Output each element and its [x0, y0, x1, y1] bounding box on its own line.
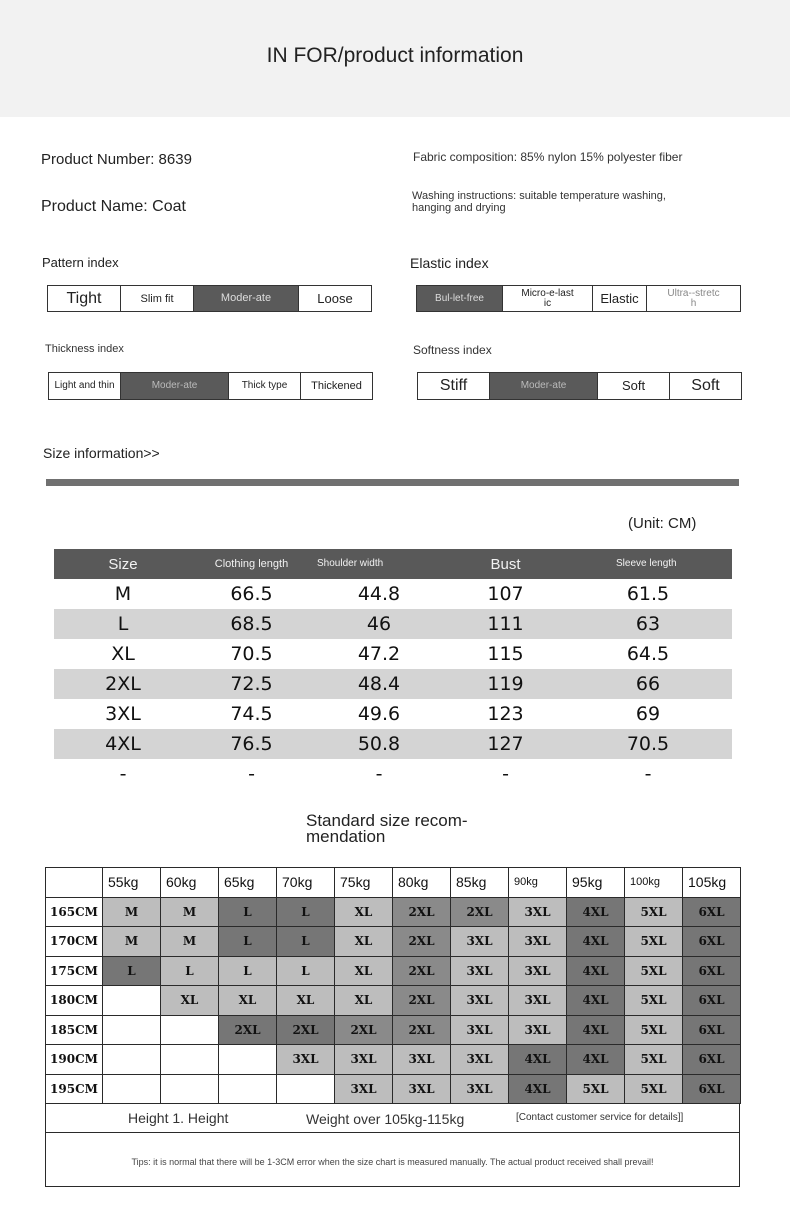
size-cell: 3XL — [105, 703, 141, 725]
recommendation-title-line2: mendation — [306, 827, 386, 846]
size-recommendation-cell: 3XL — [451, 927, 509, 957]
size-recommendation-cell: 4XL — [509, 1074, 567, 1104]
size-recommendation-cell — [103, 1015, 161, 1045]
size-recommendation-cell: 3XL — [393, 1045, 451, 1075]
size-recommendation-cell: XL — [219, 986, 277, 1016]
size-cell: 68.5 — [192, 609, 311, 639]
size-recommendation-cell: 6XL — [683, 1015, 741, 1045]
size-recommendation-cell — [161, 1015, 219, 1045]
size-recommendation-grid — [45, 867, 741, 1104]
height-header: 195CM — [46, 1074, 103, 1104]
size-recommendation-cell — [103, 1074, 161, 1104]
size-recommendation-cell: 5XL — [625, 1045, 683, 1075]
size-table-header — [54, 549, 732, 579]
thickness-option-thickened: Thickened — [311, 380, 362, 392]
size-recommendation-cell: L — [103, 956, 161, 986]
size-recommendation-cell: 6XL — [683, 956, 741, 986]
thickness-index-label: Thickness index — [45, 343, 124, 355]
height-row — [46, 956, 741, 986]
elastic-option-bullet-free: Bul-let-free — [417, 286, 503, 311]
size-recommendation-cell: 3XL — [451, 956, 509, 986]
size-recommendation-cell: 3XL — [509, 986, 567, 1016]
size-cell: L — [54, 609, 192, 639]
softness-option-soft: Soft — [598, 373, 670, 399]
size-recommendation-cell: 2XL — [451, 897, 509, 927]
weight-header: 95kg — [567, 868, 625, 898]
size-cell: 61.5 — [626, 583, 670, 605]
footer-divider — [45, 1132, 740, 1133]
pattern-option-moderate: Moder-ate — [194, 286, 299, 311]
weight-header: 75kg — [335, 868, 393, 898]
height-row — [46, 1015, 741, 1045]
size-cell: 44.8 — [357, 583, 401, 605]
size-cell: 69 — [635, 703, 661, 725]
size-recommendation-cell: 5XL — [625, 897, 683, 927]
size-recommendation-cell: M — [103, 897, 161, 927]
weight-header: 90kg — [509, 868, 567, 898]
height-header: 190CM — [46, 1045, 103, 1075]
grid-corner — [46, 868, 103, 898]
section-divider — [46, 479, 739, 486]
softness-option-soft-2: Soft — [691, 377, 720, 394]
size-recommendation-cell: L — [277, 897, 335, 927]
pattern-index-scale — [47, 285, 372, 312]
weight-header: 60kg — [161, 868, 219, 898]
size-row — [54, 639, 732, 669]
height-row — [46, 927, 741, 957]
size-recommendation-cell: 3XL — [509, 1015, 567, 1045]
size-row — [54, 729, 732, 759]
size-recommendation-cell: 2XL — [335, 1015, 393, 1045]
weight-header: 100kg — [625, 868, 683, 898]
size-recommendation-cell: XL — [161, 986, 219, 1016]
weight-header: 70kg — [277, 868, 335, 898]
size-recommendation-cell: 5XL — [625, 927, 683, 957]
size-recommendation-cell: L — [219, 956, 277, 986]
size-cell: 46 — [311, 609, 447, 639]
size-cell: - — [375, 763, 383, 785]
size-cell: 48.4 — [311, 669, 447, 699]
size-recommendation-cell: XL — [335, 897, 393, 927]
size-recommendation-cell: 3XL — [451, 1015, 509, 1045]
size-recommendation-cell: XL — [277, 986, 335, 1016]
size-cell: 115 — [487, 643, 524, 665]
product-name: Product Name: Coat — [41, 198, 186, 215]
weight-header-row — [46, 868, 741, 898]
size-recommendation-cell: 2XL — [393, 927, 451, 957]
thickness-option-moderate: Moder-ate — [121, 373, 229, 399]
size-recommendation-cell: 3XL — [277, 1045, 335, 1075]
size-recommendation-cell: 6XL — [683, 897, 741, 927]
size-recommendation-cell: 2XL — [277, 1015, 335, 1045]
size-cell: 49.6 — [357, 703, 401, 725]
size-cell: 74.5 — [230, 703, 273, 725]
size-cell: 66 — [564, 669, 732, 699]
size-recommendation-cell: 4XL — [567, 1045, 625, 1075]
pattern-option-tight: Tight — [48, 286, 121, 311]
pattern-option-slim-fit: Slim fit — [121, 286, 194, 311]
pattern-index-label: Pattern index — [42, 255, 119, 270]
size-recommendation-cell: 2XL — [219, 1015, 277, 1045]
size-cell: 119 — [447, 669, 564, 699]
softness-option-stiff: Stiff — [418, 373, 490, 399]
unit-label: (Unit: CM) — [628, 515, 697, 532]
size-row — [54, 609, 732, 639]
size-recommendation-cell: M — [161, 927, 219, 957]
size-row — [54, 579, 732, 609]
col-size: Size — [54, 549, 192, 579]
size-recommendation-cell: 6XL — [683, 1045, 741, 1075]
size-recommendation-cell: XL — [335, 927, 393, 957]
weight-header: 65kg — [219, 868, 277, 898]
elastic-option-elastic: Elastic — [593, 286, 647, 311]
size-info-heading: Size information>> — [43, 445, 160, 461]
size-row — [54, 699, 732, 729]
size-recommendation-cell — [161, 1074, 219, 1104]
washing-line-1: Washing instructions: suitable temperature washing, — [412, 190, 666, 202]
size-cell: 50.8 — [311, 729, 447, 759]
pattern-option-loose: Loose — [317, 290, 353, 306]
size-recommendation-cell: 4XL — [509, 1045, 567, 1075]
col-sleeve-length: Sleeve length — [564, 549, 732, 579]
fabric-composition: Fabric composition: 85% nylon 15% polyester fiber — [413, 150, 683, 164]
footer-contact-note: [Contact customer service for details]] — [516, 1112, 684, 1123]
size-recommendation-cell: 3XL — [393, 1074, 451, 1104]
size-recommendation-cell: 6XL — [683, 1074, 741, 1104]
footer-height-note: Height 1. Height — [128, 1110, 229, 1126]
size-chart-table — [54, 549, 732, 789]
washing-instructions — [412, 190, 666, 214]
size-recommendation-cell — [277, 1074, 335, 1104]
size-recommendation-cell: 5XL — [625, 986, 683, 1016]
thickness-option-light-thin: Light and thin — [49, 373, 121, 399]
size-recommendation-cell: 3XL — [335, 1074, 393, 1104]
size-cell: XL — [111, 643, 135, 665]
size-cell: 4XL — [54, 729, 192, 759]
size-cell: 127 — [447, 729, 564, 759]
height-row — [46, 897, 741, 927]
size-cell: 123 — [487, 703, 524, 725]
size-row — [54, 669, 732, 699]
col-shoulder-width: Shoulder width — [311, 549, 447, 579]
height-header: 180CM — [46, 986, 103, 1016]
size-recommendation-cell: 3XL — [451, 1074, 509, 1104]
size-cell: - — [248, 763, 255, 785]
size-cell: 111 — [447, 609, 564, 639]
size-recommendation-cell: L — [161, 956, 219, 986]
size-recommendation-cell: L — [219, 927, 277, 957]
elastic-index-scale — [416, 285, 741, 312]
height-row — [46, 1074, 741, 1104]
size-recommendation-cell: 3XL — [509, 956, 567, 986]
size-cell: 70.5 — [564, 729, 732, 759]
size-recommendation-cell: L — [277, 927, 335, 957]
size-recommendation-cell: 3XL — [451, 1045, 509, 1075]
softness-option-moderate: Moder-ate — [490, 373, 598, 399]
recommendation-title — [306, 813, 468, 845]
recommendation-title-line1: Standard size recom- — [306, 811, 468, 830]
footer-weight-note: Weight over 105kg-115kg — [306, 1111, 465, 1127]
height-header: 165CM — [46, 897, 103, 927]
size-cell: M — [114, 583, 132, 605]
size-cell: 66.5 — [230, 583, 273, 605]
size-recommendation-cell — [219, 1045, 277, 1075]
weight-header: 85kg — [451, 868, 509, 898]
size-recommendation-cell: 3XL — [509, 927, 567, 957]
weight-header: 105kg — [683, 868, 741, 898]
size-recommendation-cell: 3XL — [509, 897, 567, 927]
height-header: 175CM — [46, 956, 103, 986]
size-recommendation-cell: 3XL — [335, 1045, 393, 1075]
product-number: Product Number: 8639 — [41, 151, 192, 168]
size-recommendation-cell — [103, 1045, 161, 1075]
size-recommendation-cell: L — [219, 897, 277, 927]
size-recommendation-cell: 2XL — [393, 897, 451, 927]
size-recommendation-cell: 5XL — [567, 1074, 625, 1104]
size-recommendation-cell: 2XL — [393, 1015, 451, 1045]
weight-header: 80kg — [393, 868, 451, 898]
height-row — [46, 1045, 741, 1075]
height-header: 185CM — [46, 1015, 103, 1045]
size-recommendation-cell: 2XL — [393, 986, 451, 1016]
size-cell: 2XL — [54, 669, 192, 699]
size-recommendation-cell — [161, 1045, 219, 1075]
size-recommendation-cell: 4XL — [567, 986, 625, 1016]
size-recommendation-cell: 5XL — [625, 956, 683, 986]
size-recommendation-cell: 3XL — [451, 986, 509, 1016]
size-cell: - — [502, 763, 509, 785]
size-recommendation-cell: 5XL — [625, 1074, 683, 1104]
height-row — [46, 986, 741, 1016]
size-recommendation-cell: 4XL — [567, 897, 625, 927]
elastic-index-label: Elastic index — [410, 255, 489, 271]
size-recommendation-cell: 4XL — [567, 956, 625, 986]
size-cell: 107 — [487, 583, 524, 605]
size-cell: 70.5 — [230, 643, 273, 665]
size-cell: 63 — [564, 609, 732, 639]
thickness-option-thick-type: Thick type — [229, 373, 301, 399]
col-clothing-length: Clothing length — [192, 549, 311, 579]
size-recommendation-cell: M — [161, 897, 219, 927]
thickness-index-scale — [48, 372, 373, 400]
size-recommendation-cell: 4XL — [567, 927, 625, 957]
size-cell: 47.2 — [357, 643, 401, 665]
size-cell: 72.5 — [192, 669, 311, 699]
washing-line-2: hanging and drying — [412, 202, 506, 214]
size-recommendation-cell: 5XL — [625, 1015, 683, 1045]
measurement-tip: Tips: it is normal that there will be 1-3CM error when the size chart is measured manually. The actual product received shall prevail! — [131, 1157, 654, 1167]
size-recommendation-cell: 6XL — [683, 986, 741, 1016]
size-recommendation-cell: XL — [335, 956, 393, 986]
size-recommendation-cell: 6XL — [683, 927, 741, 957]
size-recommendation-cell: M — [103, 927, 161, 957]
size-recommendation-cell: 2XL — [393, 956, 451, 986]
softness-index-label: Softness index — [413, 343, 492, 357]
size-row — [54, 759, 732, 789]
page-title: IN FOR/product information — [266, 44, 524, 67]
size-recommendation-cell: 4XL — [567, 1015, 625, 1045]
height-header: 170CM — [46, 927, 103, 957]
size-recommendation-cell: L — [277, 956, 335, 986]
weight-header: 55kg — [103, 868, 161, 898]
size-cell: - — [119, 763, 127, 785]
elastic-option-micro-elastic: Micro-e-lastic — [503, 286, 593, 311]
size-recommendation-cell — [219, 1074, 277, 1104]
size-recommendation-cell — [103, 986, 161, 1016]
col-bust: Bust — [447, 549, 564, 579]
softness-index-scale — [417, 372, 742, 400]
size-cell: - — [644, 763, 652, 785]
size-cell: 76.5 — [192, 729, 311, 759]
size-cell: 64.5 — [626, 643, 670, 665]
elastic-option-ultra-stretch: Ultra--stretch — [667, 287, 720, 309]
size-recommendation-cell: XL — [335, 986, 393, 1016]
